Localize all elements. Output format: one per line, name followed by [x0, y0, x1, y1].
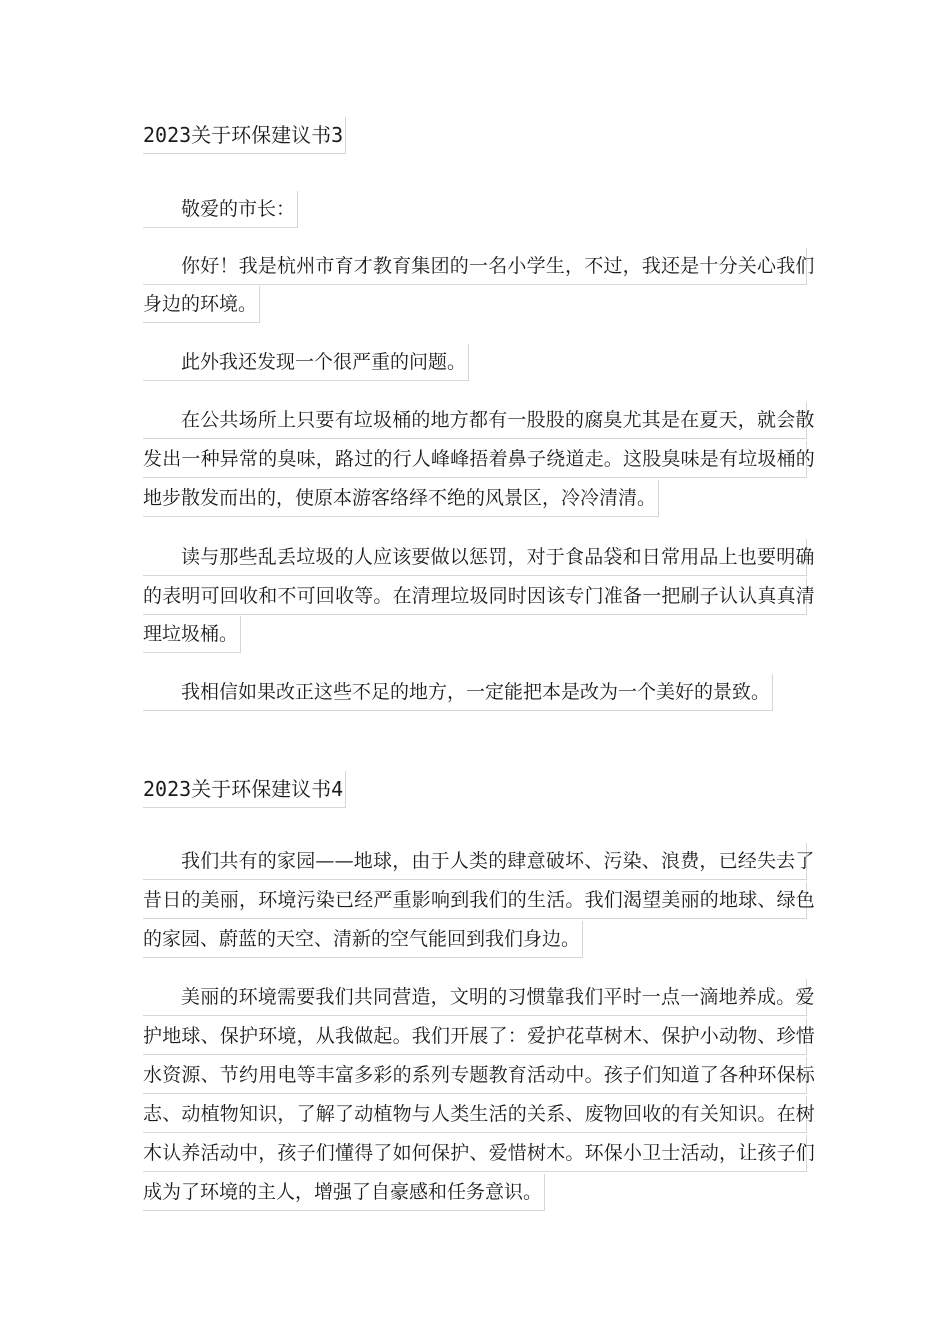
section4-p2-line2: 护地球、保护环境，从我做起。我们开展了：爱护花草树木、保护小动物、珍惜 — [143, 1018, 807, 1055]
section3-p3-line2: 发出一种异常的臭味，路过的行人峰峰捂着鼻子绕道走。这股臭味是有垃圾桶的 — [143, 441, 807, 478]
section3-p5-line1: 我相信如果改正这些不足的地方，一定能把本是改为一个美好的景致。 — [143, 674, 773, 711]
section4-p2-line6: 成为了环境的主人，增强了自豪感和任务意识。 — [143, 1174, 545, 1211]
section3-p4-line3: 理垃圾桶。 — [143, 616, 241, 653]
section3-title: 2023关于环保建议书3 — [143, 117, 346, 154]
section3-p3-line1: 在公共场所上只要有垃圾桶的地方都有一股股的腐臭尤其是在夏天，就会散 — [143, 402, 807, 439]
section3-p4-line1: 读与那些乱丢垃圾的人应该要做以惩罚，对于食品袋和日常用品上也要明确 — [143, 539, 807, 576]
section4-p1-line2: 昔日的美丽，环境污染已经严重影响到我们的生活。我们渴望美丽的地球、绿色 — [143, 882, 807, 919]
section4-p2-line1: 美丽的环境需要我们共同营造，文明的习惯靠我们平时一点一滴地养成。爱 — [143, 979, 807, 1016]
section4-p2-line5: 木认养活动中，孩子们懂得了如何保护、爱惜树木。环保小卫士活动，让孩子们 — [143, 1135, 807, 1172]
section4-p1-line3: 的家园、蔚蓝的天空、清新的空气能回到我们身边。 — [143, 921, 583, 958]
section4-p2-line3: 水资源、节约用电等丰富多彩的系列专题教育活动中。孩子们知道了各种环保标 — [143, 1057, 807, 1094]
section3-p1-line2: 身边的环境。 — [143, 286, 260, 323]
section3-p4-line2: 的表明可回收和不可回收等。在清理垃圾同时因该专门准备一把刷子认认真真清 — [143, 578, 807, 615]
section3-p2-line1: 此外我还发现一个很严重的问题。 — [143, 344, 469, 381]
section3-p1-line1: 你好！我是杭州市育才教育集团的一名小学生，不过，我还是十分关心我们 — [143, 248, 807, 285]
section3-p3-line3: 地步散发而出的，使原本游客络绎不绝的风景区，冷冷清清。 — [143, 480, 659, 517]
section4-title: 2023关于环保建议书4 — [143, 771, 346, 808]
section3-salutation: 敬爱的市长： — [143, 191, 298, 228]
section4-p2-line4: 志、动植物知识，了解了动植物与人类生活的关系、废物回收的有关知识。在树 — [143, 1096, 807, 1133]
section4-p1-line1: 我们共有的家园——地球，由于人类的肆意破坏、污染、浪费，已经失去了 — [143, 843, 807, 880]
